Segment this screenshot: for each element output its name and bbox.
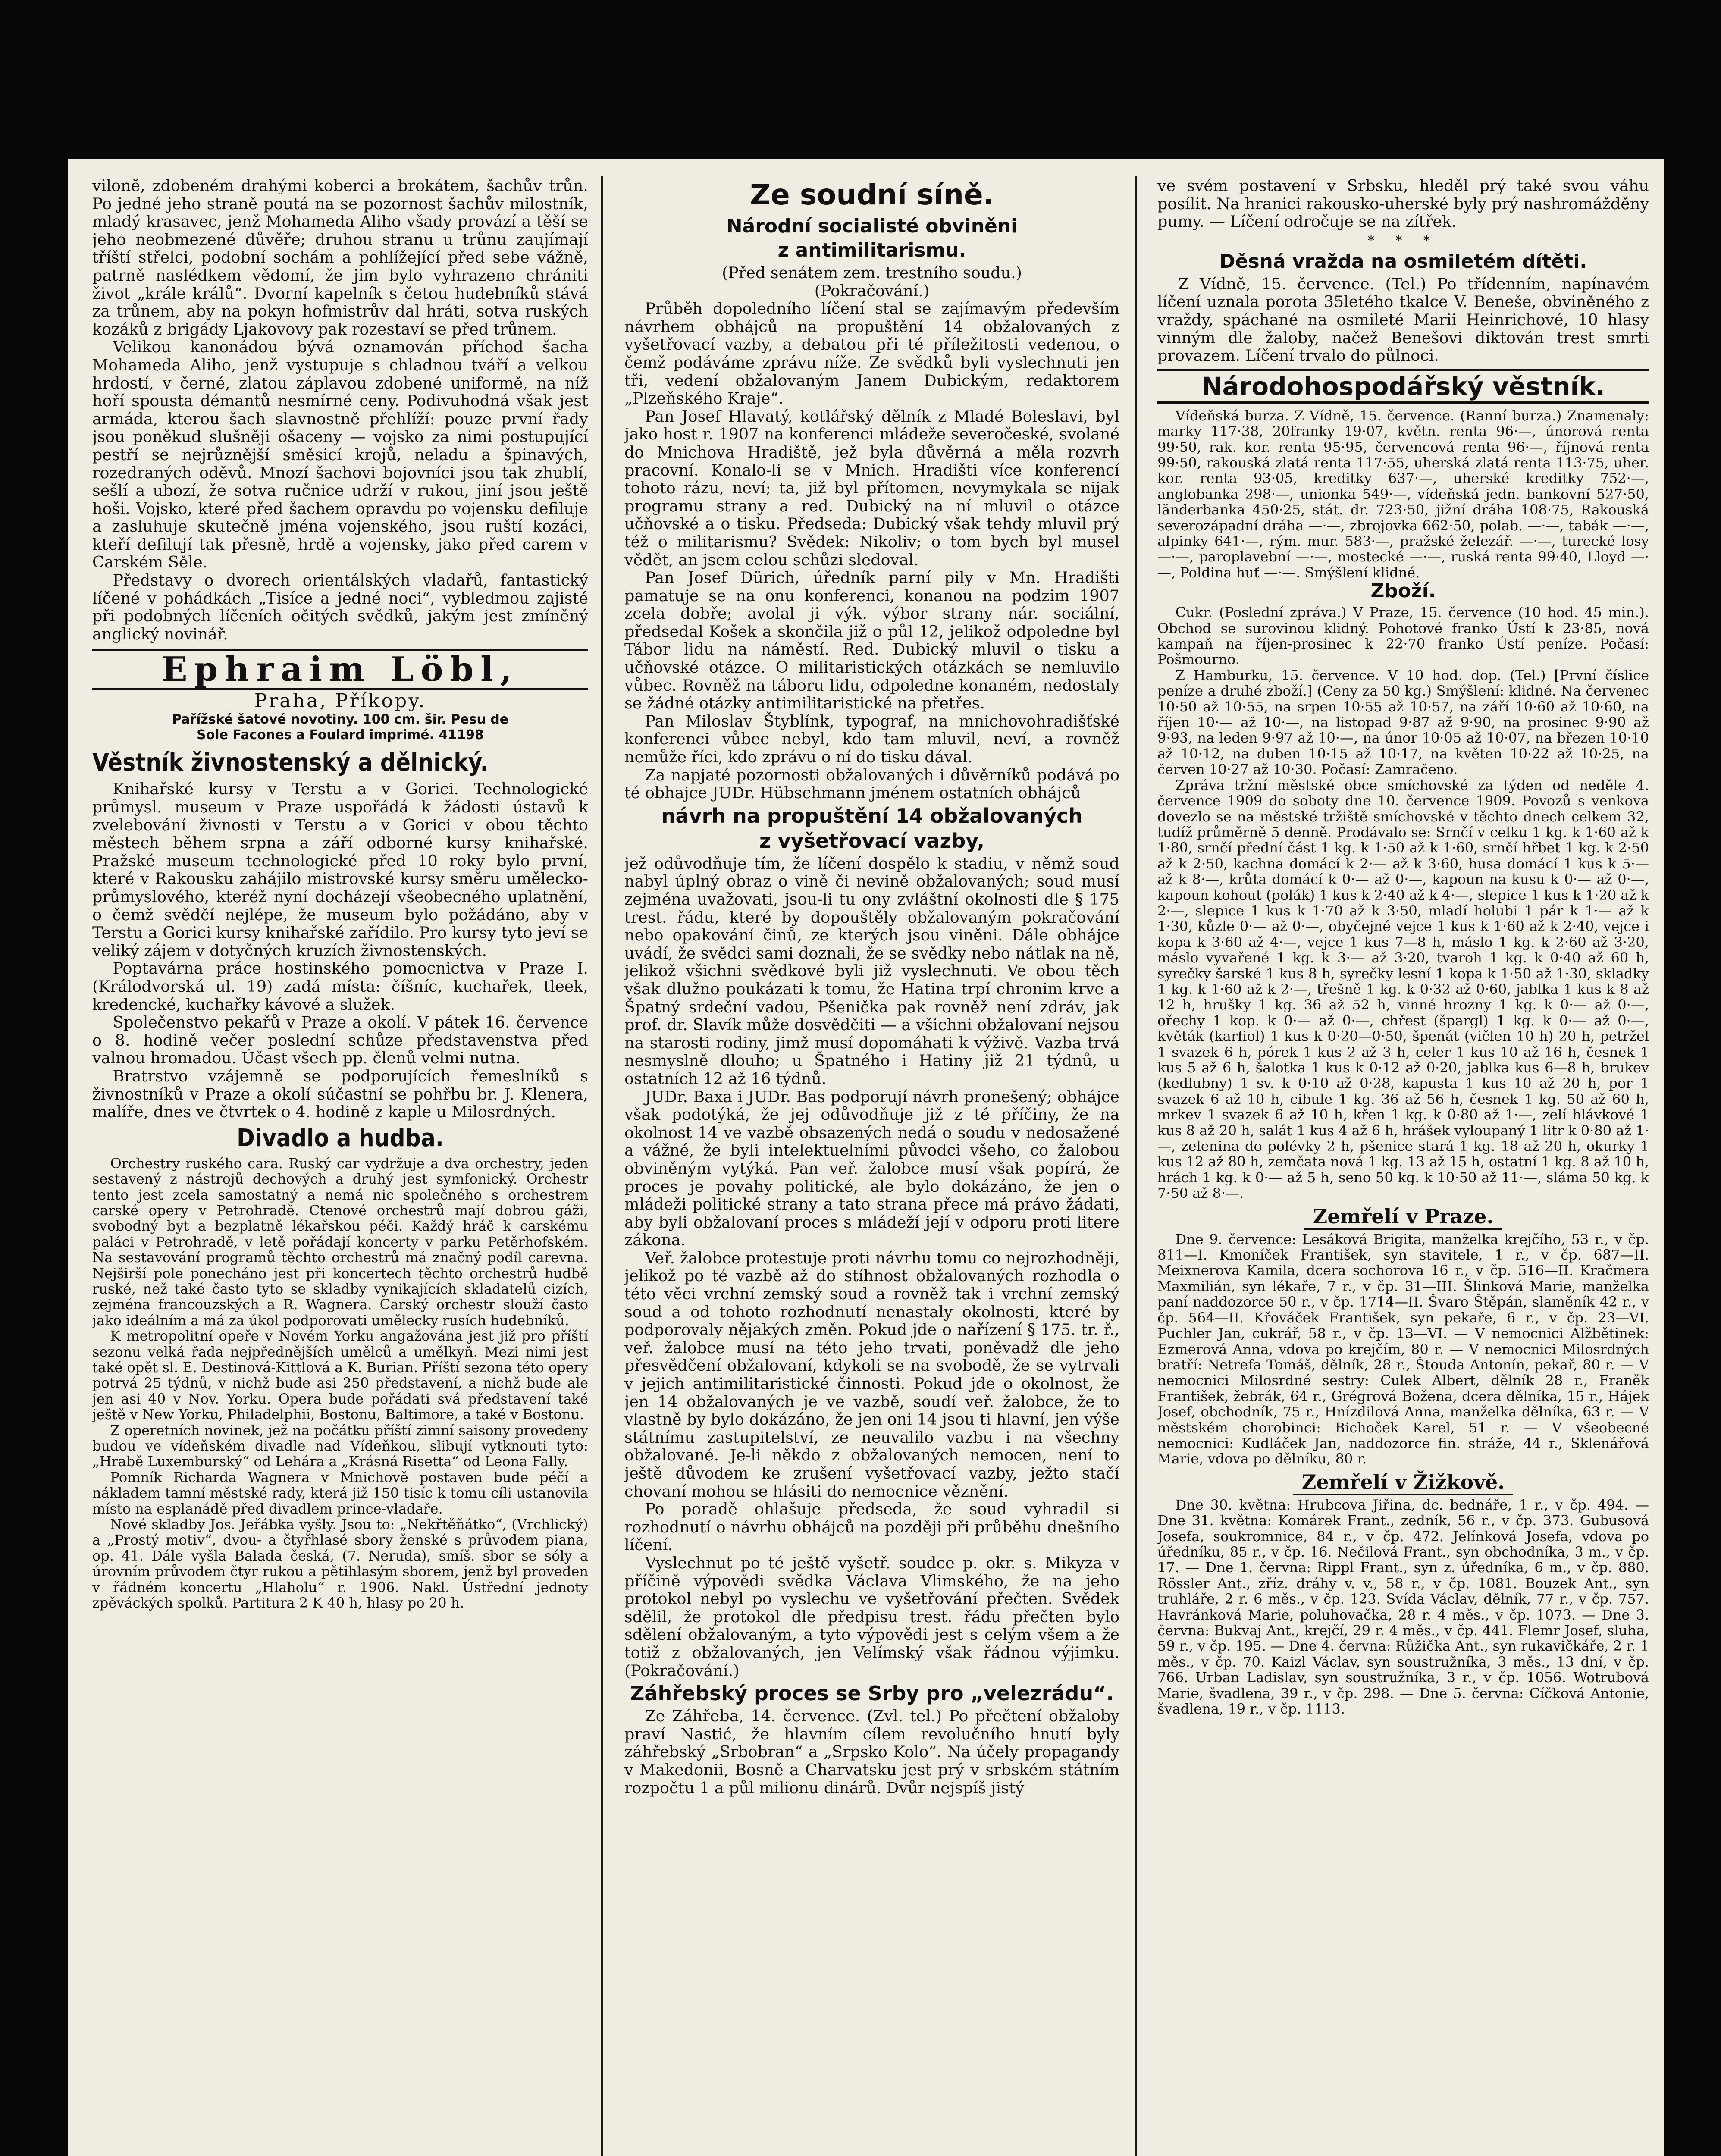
article-text: Nové skladby Jos. Jeřábka vyšly. Jsou to: „Nekřtěňátko“, (Vrchlický) a „Prostý motiv“, dvou- a čtyřhlasé sbory ženské s průvodem piana, op. 41. Dále vyšla Balada česká, (7. Neruda), smíš. sbor se sóly a úrovním průvodem čtyr rukou a pětihlasým sborem, jenž byl proveden v řádném koncertu „Hlaholu“ r. 1906. Nakl. Ústřední jednoty zpěváckých spolků. Partitura 2 K 40 h, hlasy po 20 h. xyxy=(92,1516,588,1611)
article-text: Z operetních novinek, jež na počátku příští zimní saisony provedeny budou ve vídeňském divadle nad Vídeňkou, slibují vytknouti tyto: „Hrabě Luxemburský“ od Lehára a „Krásná Risetta“ od Leona Fally. xyxy=(92,1422,588,1470)
section-heading: Divadlo a hudba. xyxy=(237,1124,444,1152)
article-text: Dne 9. července: Lesáková Brigita, manželka krejčího, 53 r., v čp. 811—I. Kmoníček František, syn stavitele, 1 r., v čp. 687—II. Meixnerova Kamila, dcera sochorova 16 r., v čp. 516—II. Kračmera Maxmilián, syn lékaře, 7 r., v čp. 31—III. Šlinková Marie, manželka paní naddozorce 50 r., v čp. 1714—II. Švaro Štěpán, slaměník 42 r., v čp. 564—II. Křováček František, syn pekaře, 6 r., v čp. 23—VI. Puchler Jan, cukrář, 58 r., v čp. 13—VI. — V nemocnici Alžbětinek: Ezmerová Anna, vdova po krejčím, 80 r. — V nemocnici Milosrdných bratří: Netrefa Tomáš, dělník, 28 r., Štouda Antonín, pekař, 80 r. — V nemocnici Milosrdné sestry: Culek Albert, dělník 28 r., Franěk František, žebrák, 64 r., Grégrová Božena, dcera dělníka, 15 r., Hájek Josef, obchodník, 75 r., Hnízdilová Anna, manželka dělníka, 63 r. — V městském chorobinci: Bichoček Karel, 51 r. — V všeobecné nemocnici: Kudláček Jan, naddozorce fin. stráže, 44 r., Sklenářová Marie, vdova po dělníku, 80 r. xyxy=(1157,1231,1649,1467)
ad-line: Pařížské šatové novotiny. 100 cm. šir. Pesu de xyxy=(172,712,509,727)
column-rule xyxy=(1135,176,1137,2156)
section-heading: Věstník živnostenský a dělnický. xyxy=(92,749,489,777)
article-text: Za napjaté pozornosti obžalovaných i důvěrníků podává po té obhajce JUDr. Hübschmann jménem ostatních obhájců xyxy=(624,765,1119,802)
article-text: (Pokračování.) xyxy=(814,281,930,300)
article-text: Z Vídně, 15. července. (Tel.) Po třídenním, napínavém líčení uznala porota 35letého tkalce V. Beneše, obviněného z vraždy, spáchané na osmileté Marii Heinrichové, 10 hlasy vinným dle žaloby, načež Benešovi diktován trest smrti provazem. Líčení trvalo do půlnoci. xyxy=(1157,274,1649,365)
article-heading: Zboží. xyxy=(1370,580,1436,602)
article-heading: Děsná vražda na osmiletém dítěti. xyxy=(1219,250,1587,273)
article-subtitle: z antimilitarismu. xyxy=(777,239,966,261)
article-heading xyxy=(1157,1470,1649,1494)
article-text: Pan Miloslav Štyblínk, typograf, na mnichovohradišťské konferenci vůbec nebyl, kdo tam mluvil, neví, a rovněž nemůže říci, kdo zprávu o ní do tisku dával. xyxy=(624,711,1119,767)
article-text: ve svém postavení v Srbsku, hleděl prý také svou váhu posílit. Na hranici rakousko-uherské byly prý nashromážděny pumy. — Líčení odročuje se na zítřek. xyxy=(1157,177,1649,231)
article-text: Orchestry ruského cara. Ruský car vydržuje a dva orchestry, jeden sestavený z nástrojů dechových a druhý jest symfonický. Orchestr tento jest zcela samostatný a nemá nic společného s orchestrem carské opery v Petrohradě. Ctenové orchestrů mají dobrou gáži, svobodný byt a bezplatně lékařskou péči. Každý hráč k carskému paláci v Petrohradě, v letě pořádají koncerty v parku Petěrhofském. Na sestavování programů těchto orchestrů má značný podíl carevna. Nejširší pole ponecháno jest při koncertech těchto orchestrů hudbě ruské, než také často tyto se skladby vynikajících skladatelů cizích, zejména francouzských a R. Wagnera. Carský orchestr slouží často jako ideálním a má za úkol podporovati umělecky rusích hudebníků. xyxy=(92,1155,588,1329)
article-heading: Záhřebský proces se Srby pro „velezrádu“. xyxy=(630,1682,1114,1705)
article-text: Cukr. (Poslední zpráva.) V Praze, 15. července (10 hod. 45 min.). Obchod se surovinou klidný. Pohotové franko Ústí k 23·85, nová kampaň na říjen-prosinec k 22·70 franko Ústí peníze. Počasí: Pošmourno. xyxy=(1157,604,1649,668)
column-right xyxy=(1157,177,1649,2156)
article-text: Společenstvo pekařů v Praze a okolí. V pátek 16. července o 8. hodině večer poslední schůze představenstva před valnou hromadou. Účast všech pp. členů velmi nutna. xyxy=(92,1013,588,1068)
article-text: Představy o dvorech orientálských vladařů, fantastický líčené v pohádkách „Tisíce a jedné noci“, vybledmou zajisté při podobných líčeních očitých svědků, jakým jest zmíněný anglický novinář. xyxy=(92,571,588,643)
ad-line: Sole Facones a Foulard imprimé. 41198 xyxy=(197,727,484,743)
article-text: JUDr. Baxa i JUDr. Bas podporují návrh pronešený; obhájce však podotýká, že jej odůvodňuje již z té příčiny, že na okolnost 14 ve vazbě obsazených nedá o soudu v nedosažené a vážné, že byli intelektuelními původci všeho, co žalobou obviněným vytýká. Pan veř. žalobce musí však popírá, že proces je povahy politické, ale bylo dokázáno, že jen o mládeži politické strany a tato strana přece má právo žádati, aby byli obžalovaní proces s mládeží její v odporu proti litere zákona. xyxy=(624,1087,1119,1250)
article-text: jež odůvodňuje tím, že líčení dospělo k stadiu, v němž soud nabyl úplný obraz o vině či nevině obžalovaných; soud musí zejména uvažovati, jsou-li tu ony zvláštní okolnosti dle § 175 trest. řádu, které by dopouštěly obžalovaným pokračování nebo opakování činů, ze kterých jsou viněni. Dále obhájce uvádí, že svědci sami doznali, že se svědky nebo nátlak na ně, jelikož všichni svědkové byli již vyslechnuti. Ve obou těch však dlužno poukázati k tomu, že Hatina trpí chronim krve a Špatný srdeční vadou, Pšenička pak rovněž není zdráv, jak prof. dr. Slavík může dosvědčiti — a všichni obžalovaní nejsou na starosti rodiny, jimž musí dopomáhati k výživě. Vazba trvá nesmyslně dlouho; u Špatného i Hatiny již 21 týdnů, u ostatních 12 až 16 týdnů. xyxy=(624,854,1119,1088)
column-rule xyxy=(601,176,603,2156)
article-text: Vídeňská burza. Z Vídně, 15. července. (Ranní burza.) Znamenaly: marky 117·38, 20franky 19·07, květn. renta 96·—, únorová renta 99·50, rak. kor. renta 95·95, červencová renta 96·—, říjnová renta 99·50, rakouská zlatá renta 117·55, uherská zlatá renta 113·75, uher. kor. renta 93·05, kreditky 637·—, uherské kreditky 752·—, anglobanka 298·—, unionka 549·—, vídeňská jedn. bankovní 527·50, länderbanka 450·25, stát. dr. 723·50, jižní dráha 108·75, Rakouská severozápadní dráha —·—, zbrojovka 662·50, polab. —·—, tabák —·—, alpinky 641·—, rým. mur. 583·—, pražské železář. —·—, turecké losy —·—, paroplavební —·—, mostecké —·—, ruská renta 99·40, Lloyd —·—, Poldina huť —·—. Smýšlení klidné. xyxy=(1157,407,1649,581)
article-subheading: návrh na propuštění 14 obžalovaných xyxy=(661,804,1083,827)
article-text: K metropolitní opeře v Novém Yorku angažována jest již pro příští sezonu velká řada nejpřednějších umělců a umělkyň. Mezi nimi jest také opět sl. E. Destinová-Kittlová a K. Burian. Příští sezona této opery potrvá 25 týdnů, v nichž bude asi 250 představení, a nichž bude ale jen asi 40 v Nov. Yorku. Opera bude pořádati svá představení také ještě v New Yorku, Philadelphii, Bostonu, Baltimore, a také v Bostonu. xyxy=(92,1328,588,1423)
heading-text: Zemřelí v Žižkově. xyxy=(1293,1470,1513,1495)
article-text: Bratrstvo vzájemně se podporujících řemeslníků s živnostníků v Praze a okolí súčastní se pohřbu br. J. Klenera, malíře, dnes ve čtvrtek o 4. hodině z kaple u Milosrdných. xyxy=(92,1066,588,1122)
newspaper-page xyxy=(68,159,1664,2156)
column-left xyxy=(92,177,588,2156)
article-text: Poptavárna práce hostinského pomocnictva v Praze I. (Králodvorská ul. 19) zadá místa: číšníc, kuchařek, tleek, kredencké, kuchařky kávové a služek. xyxy=(92,959,588,1014)
article-text: Pan Josef Hlavatý, kotlářský dělník z Mladé Boleslavi, byl jako host r. 1907 na konferenci mládeže severočeské, svolané do Mnichova Hradiště, jež byla důvěrná a měla rozvrh pracovní. Konalo-li se v Mnich. Hradišti více konferencí tohoto rázu, neví; ta, již byl přítomen, nevymykala se nijak programu strany a red. Dubický na ní mluvil o otázce učňovské a o tisku. Předseda: Dubický však tehdy mluvil prý též o militarismu? Svědek: Nikoliv; o tom bych byl musel vědět, an jsem celou schůzi sledoval. xyxy=(624,407,1119,569)
ad-company-name: Ephraim Löbl, xyxy=(92,649,588,690)
section-heading: Ze soudní síně. xyxy=(750,178,994,211)
article-text: Knihařské kursy v Terstu a v Gorici. Technologické průmysl. museum v Praze uspořádá k žádosti ústavů k zvelebování živnosti v Terstu a v Gorici v obou těchto městech během srpna a září odborné kursy knihařské. Pražské museum technologické před 10 roky bylo první, které v Rakousku zahájilo mistrovské kursy směru umělecko-průmyslového, kteréž nyní docházejí všeobecného uplatnění, o čemž svědčí nejlépe, že museum bylo požádáno, aby v Terstu a Gorici kursy knihařské zařídilo. Pro kursy tyto jeví se veliký zájem v dotyčných kruzích živnostenských. xyxy=(92,780,588,960)
heading-text: Zemřelí v Praze. xyxy=(1304,1205,1502,1230)
article-text: Zpráva tržní městské obce smíchovské za týden od neděle 4. července 1909 do soboty dne 10. července 1909. Povozů s venkova dovezlo se na městské tržiště smíchovské v těchto dnech celkem 32, tudíž průměrně 5 denně. Prodávalo se: Srnčí v celku 1 kg. k 1·60 až k 1·80, srnčí přední část 1 kg. k 1·50 až k 1·60, srnčí hřbet 1 kg. k 2·50 až k 2·50, kachna domácí k 2·— až k 3·60, husa domácí 1 kus k 5·— až k 8·—, krůta domácí k 0·— až 0·—, kapoun na kusu k 0·— až 0·—, kapoun kohout (polák) 1 kus k 2·40 až k 4·—, slepice 1 kus k 1·20 až k 2·—, slepice 1 kus k 1·70 až k 3·50, mladí holubi 1 pár k 1·— až k 1·30, kůzle 0·— až 0·—, obyčejné vejce 1 kus k 1·60 až k 2·40, vejce i kopa k 3·60 až 4·—, vejce 1 kus 7—8 h, máslo 1 kg. k 2·60 až 3·20, máslo vyvařené 1 kg. k 3·— až 3·20, tvaroh 1 kg. k 0·40 až 60 h, syrečky šarské 1 kus 8 h, syrečky lesní 1 kopa k 1·50 až 1·30, skladky 1 kg. k 1·60 až k 2·—, třešně 1 kg. k 0·32 až 0·60, jablka 1 kus k 8 až 12 h, hrušky 1 kg. 36 až 52 h, vinné hrozny 1 kg. k 0·— až 0·—, ořechy 1 kop. k 0·— až 0·—, chřest (špargl) 1 kg. k 0·— až 0·—, květák (karfiol) 1 kus k 0·20—0·50, špenát (vičlen 10 h) 20 h, petržel 1 svazek 6 h, pórek 1 kus 2 až 3 h, celer 1 kus 10 až 16 h, česnek 1 kus 5 až 6 h, šalotka 1 kus k 0·12 až 0·20, jablka kus 6—8 h, brukev (kedlubny) 1 sv. k 0·10 až 0·28, kapusta 1 kus 10 až 20 h, por 1 svazek 6 až 10 h, cibule 1 kg. 36 až 56 h, česnek 1 kg. 50 až 60 h, mrkev 1 svazek 6 až 10 h, křen 1 kg. k 0·80 až 1·—, zelí hlávkové 1 kus 8 až 20 h, salát 1 kus 4 až 6 h, hrášek vyloupaný 1 litr k 0·80 až 1·—, zelenina do polévky 2 h, pšenice stará 1 kg. 18 až 20 h, okurky 1 kus 12 až 80 h, zemčata nová 1 kg. 13 až 15 h, ostatní 1 kg. 8 až 10 h, hrách 1 kg. k 0·— až 5 h, seno 50 kg. k 10·50 až 11·—, sláma 50 kg. k 7·50 až 8·—. xyxy=(1157,777,1649,1202)
article-text: Pomník Richarda Wagnera v Mnichově postaven bude péčí a nákladem tamní městské rady, která již 150 tisíc k tomu cíli ustanovila místo na esplanádě před divadlem prince-vladaře. xyxy=(92,1469,588,1517)
article-text: Ze Záhřeba, 14. července. (Zvl. tel.) Po přečtení obžaloby praví Nastić, že hlavním cílem revolučního hnutí byly záhřebský „Srbobran“ a „Srpsko Kolo“. Na účely propagandy v Makedonii, Bosně a Charvatsku jest prý v srbském státním rozpočtu 1 a půl milionu dinárů. Dvůr nejspíš jistý xyxy=(624,1707,1119,1797)
article-text: Velikou kanonádou bývá oznamován příchod šacha Mohameda Aliho, jenž vystupuje s chladnou tváří a velkou hrdostí, v černé, zlatou záplavou zdobené uniformě, na níž hoří spousta démantů nesmírné ceny. Podivuhodná však jest armáda, kterou šach slavnostně přehlíží: pouze první řady jsou poněkud slušněji ošaceny — vojsko za nimi postupující pestří se nejrůznější směsicí krojů, neladu a špinavých, rozedraných oděvů. Mnozí šachovi bojovníci jsou tak zhublí, sešlí a ubozí, že sotva ručnice udrží v rukou, jiní jsou ještě hoši. Vojsko, které před šachem opravdu po vojensku defiluje a zasluhuje skutečně jména vojenského, jsou ruští kozáci, kteří defilují tak přesně, hrdě a vojensky, jako před carem v Carském Sěle. xyxy=(92,338,588,572)
article-text: vilonĕ, zdobeném drahými koberci a brokátem, šachův trůn. Po jedné jeho straně poutá na se pozornost šachův milostník, mladý krasavec, jenž Mohameda Aliho všady provází a těší se jeho neobmezené důvěře; druhou stranu u trůnu zaujímají tříští střelci, podobní sochám a pohlížející před sebe vážně, patrně naslédkem vědomí, že jim bylo vyhrazeno chrániti život „krále králů“. Dvorní kapelník s četou hudebníků stává za trůnem, aby na pokyn hofmistrův dal hráti, sotva ruských kozáků z brigády Ljakovovy pak rozestaví se před trůnem. xyxy=(92,177,588,338)
section-heading: Národohospodářský věstník. xyxy=(1157,369,1649,404)
article-heading xyxy=(1157,1205,1649,1228)
article-text: Průběh dopoledního líčení stal se zajímavým především návrhem obhájců na propuštění 14 obžalovaných z vyšetřovací vazby, a debatou při té příležitosti vedenou, o čemž podáváme zprávu níže. Ze svědků byli vyslechnuti jen tři, vedení obžalovaným Janem Dubickým, redaktorem „Plzeňského Kraje“. xyxy=(624,299,1119,408)
advertisement xyxy=(92,649,588,743)
article-subheading: z vyšetřovací vazby, xyxy=(759,829,985,852)
article-text: Z Hamburku, 15. července. V 10 hod. dop. (Tel.) [První číslice peníze a druhé zboží.] (Ceny za 50 kg.) Smýšlení: klidné. Na červenec 10·50 až 10·55, na srpen 10·55 až 10·57, na září 10·60 až 10·60, na říjen 10·— až 10·—, na listopad 9·87 až 9·90, na prosinec 9·90 až 9·93, na leden 9·97 až 10·—, na únor 10·05 až 10·07, na březen 10·10 až 10·12, na duben 10·15 až 10·17, na květen 10·22 až 10·25, na červen 10·27 až 10·30. Počasí: Zamračeno. xyxy=(1157,667,1649,778)
article-subtitle: Národní socialisté obviněni xyxy=(726,215,1018,237)
article-text: Po poradě ohlašuje předseda, že soud vyhradil si rozhodnutí o návrhu obhájců na později při průběhu dnešního líčení. xyxy=(624,1500,1119,1554)
separator: * * * xyxy=(1367,233,1439,248)
article-text: Dne 30. května: Hrubcova Jiřina, dc. bednáře, 1 r., v čp. 494. — Dne 31. května: Komárek Frant., zedník, 56 r., v čp. 373. Gubusová Josefa, soukromnice, 84 r., v čp. 472. Jelínková Josefa, vdova po úředníku, 85 r., v čp. 16. Nečilová Frant., syn obchodníka, 3 m., v čp. 17. — Dne 1. června: Rippl Frant., syn z. úředníka, 6 m., v čp. 880. Rössler Ant., zříz. dráhy v. v., 58 r., v čp. 1081. Bouzek Ant., syn truhláře, 2 r. 6 měs., v čp. 123. Svída Václav, dělník, 77 r., v čp. 757. Havránková Marie, poluhovačka, 28 r. 4 měs., v čp. 1073. — Dne 3. června: Bukvaj Ant., krejčí, 29 r. 4 měs., v čp. 441. Flemr Josef, sluha, 59 r., v čp. 195. — Dne 4. června: Růžička Ant., syn rukavičkáře, 2 r. 1 měs., v čp. 70. Kaizl Václav, syn soustružníka, 3 měs., 13 dní, v čp. 766. Urban Ladislav, syn soustružníka, 3 r., v čp. 1056. Wotrubová Marie, švadlena, 39 r., v čp. 298. — Dne 5. června: Cíčková Antonie, švadlena, 19 r., v čp. 1113. xyxy=(1157,1496,1649,1717)
article-text: Veř. žalobce protestuje proti návrhu tomu co nejrozhodněji, jelikož po té vazbě až do stíhnost obžalovaných rozhodla o této věci vrchní zemský soud a rovněž tak i vrchní zemský soud a od tohoto rozhodnutí nenastaly okolnosti, které by podporovaly nějakých změn. Pokud jde o nařízení § 175. tr. ř., veř. žalobce musí na této jeho trvati, poněvadž dle jeho přesvědčení obžalovaní, kdykoli se na svobodě, že se vytrvali v jejich antimilitaristické činnosti. Pokud jde o okolnost, že jen 14 obžalovaných je ve vazbě, soudí veř. žalobce, že to vlastně by bylo dokázáno, že jen oni 14 jsou ti hlavní, jen výše státnímu zastupitelství, ze neuvalilo vazbu i na všechny obžalované. Je-li někdo z obžalovaných nemocen, není to ještě důvodem ke zrušení vyšetřovací vazby, ježto stačí chovaní mohou se hlásiti do nemocnice věznění. xyxy=(624,1248,1119,1501)
column-middle xyxy=(624,177,1119,2156)
article-text: (Před senátem zem. trestního soudu.) xyxy=(722,263,1022,282)
article-text: Vyslechnut po té ještě vyšetř. soudce p. okr. s. Mikyza v příčině výpovědi svědka Václava Vlimského, že na jeho protokol nebyl po vyslechu ve vyšetřování přečten. Svědek sdělil, že protokol dle předpisu trest. řádu přečten bylo sdělení obžalovaným, a tyto výpovědi jest s celým všem a že totiž z obžalovaných, jen Velímský však řádnou výjimku. (Pokračování.) xyxy=(624,1553,1119,1680)
article-text: Pan Josef Dürich, úředník parní pily v Mn. Hradišti pamatuje se na onu konferenci, konanou na podzim 1907 zcela dobře; avolal ji výk. výbor strany nár. sociální, předsedal Košek a skončila již o půl 12, jelikož odpoledne byl Tábor lidu na náměstí. Red. Dubický mluvil o tisku a učňovské otázce. O militaristických otázkách se nemluvilo vůbec. Rovněž na táboru lidu, odpoledne konaném, nedostaly se žádné otázky antimilitaristické na přetřes. xyxy=(624,568,1119,713)
ad-city: Praha, Příkopy. xyxy=(254,690,426,712)
